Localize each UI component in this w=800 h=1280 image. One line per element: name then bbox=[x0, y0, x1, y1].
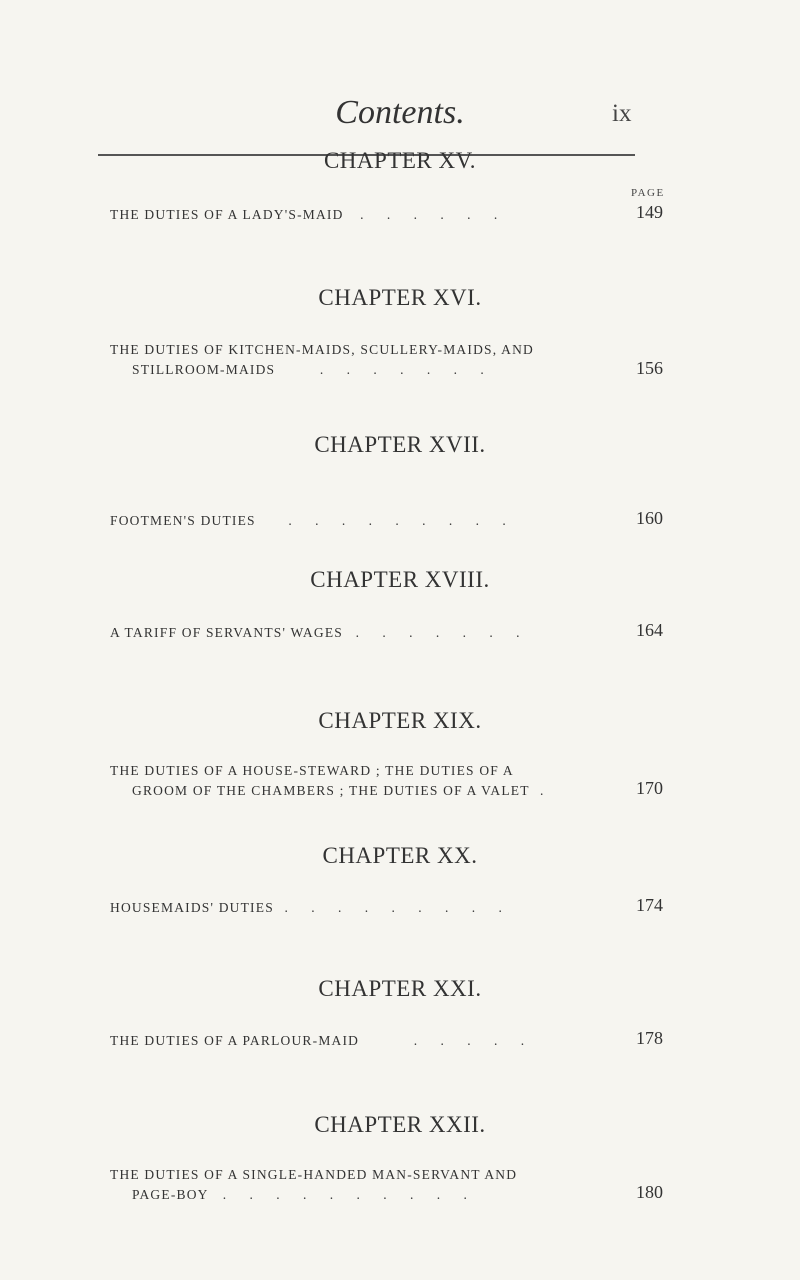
leader-dots: . . . . . bbox=[413, 1033, 535, 1048]
page-number: 164 bbox=[636, 620, 663, 640]
page-column-label: PAGE bbox=[631, 187, 665, 199]
chapter-heading: CHAPTER XX. bbox=[322, 843, 478, 868]
leader-dots: . . . . . . . . . bbox=[288, 513, 516, 528]
chapter-entry bbox=[110, 898, 630, 918]
chapter-heading: CHAPTER XVI. bbox=[318, 285, 482, 310]
chapter-entry bbox=[110, 623, 630, 643]
page-number: 180 bbox=[636, 1182, 663, 1202]
entry-title: A TARIFF OF SERVANTS' WAGES bbox=[110, 625, 343, 640]
entry-title: HOUSEMAIDS' DUTIES bbox=[110, 900, 274, 915]
leader-dots: . . . . . . . . . . bbox=[222, 1187, 477, 1202]
page-number: 170 bbox=[636, 778, 663, 798]
chapter-entry bbox=[110, 511, 630, 531]
leader-dots: . . . . . . . bbox=[319, 362, 494, 377]
leader-dots: . bbox=[540, 783, 554, 798]
chapter-entry bbox=[110, 205, 630, 225]
page-number: 149 bbox=[636, 202, 663, 222]
leader-dots: . . . . . . . . . bbox=[284, 900, 512, 915]
chapter-heading: CHAPTER XXI. bbox=[318, 976, 482, 1001]
entry-title: THE DUTIES OF A HOUSE-STEWARD ; THE DUTIES OF A bbox=[110, 763, 514, 778]
leader-dots: . . . . . . bbox=[360, 207, 508, 222]
chapter-entry bbox=[110, 1031, 630, 1051]
entry-title-continued: GROOM OF THE CHAMBERS ; THE DUTIES OF A VALET bbox=[132, 783, 530, 798]
chapter-heading: CHAPTER XIX. bbox=[318, 708, 482, 733]
chapter-entry bbox=[110, 1165, 630, 1205]
chapter-entry bbox=[110, 340, 630, 380]
entry-title: THE DUTIES OF A SINGLE-HANDED MAN-SERVANT AND bbox=[110, 1167, 518, 1182]
page-title: Contents. bbox=[335, 94, 465, 131]
entry-title: THE DUTIES OF A PARLOUR-MAID bbox=[110, 1033, 360, 1048]
page-number: 178 bbox=[636, 1028, 663, 1048]
chapter-heading: CHAPTER XV. bbox=[323, 148, 477, 173]
entry-title-continued: PAGE-BOY bbox=[132, 1187, 209, 1202]
chapter-entry bbox=[110, 761, 630, 801]
page-number: 174 bbox=[636, 895, 663, 915]
entry-title: FOOTMEN'S DUTIES bbox=[110, 513, 256, 528]
entry-title: THE DUTIES OF A LADY'S-MAID bbox=[110, 207, 344, 222]
page-numeral: ix bbox=[612, 100, 632, 127]
entry-title: THE DUTIES OF KITCHEN-MAIDS, SCULLERY-MAIDS, AND bbox=[110, 342, 534, 357]
chapter-heading: CHAPTER XVII. bbox=[314, 432, 486, 457]
entry-title-continued: STILLROOM-MAIDS bbox=[132, 362, 276, 377]
leader-dots: . . . . . . . bbox=[355, 625, 530, 640]
chapter-heading: CHAPTER XXII. bbox=[314, 1112, 486, 1137]
page-number: 156 bbox=[636, 358, 663, 378]
chapter-heading: CHAPTER XVIII. bbox=[310, 567, 490, 592]
page-number: 160 bbox=[636, 508, 663, 528]
